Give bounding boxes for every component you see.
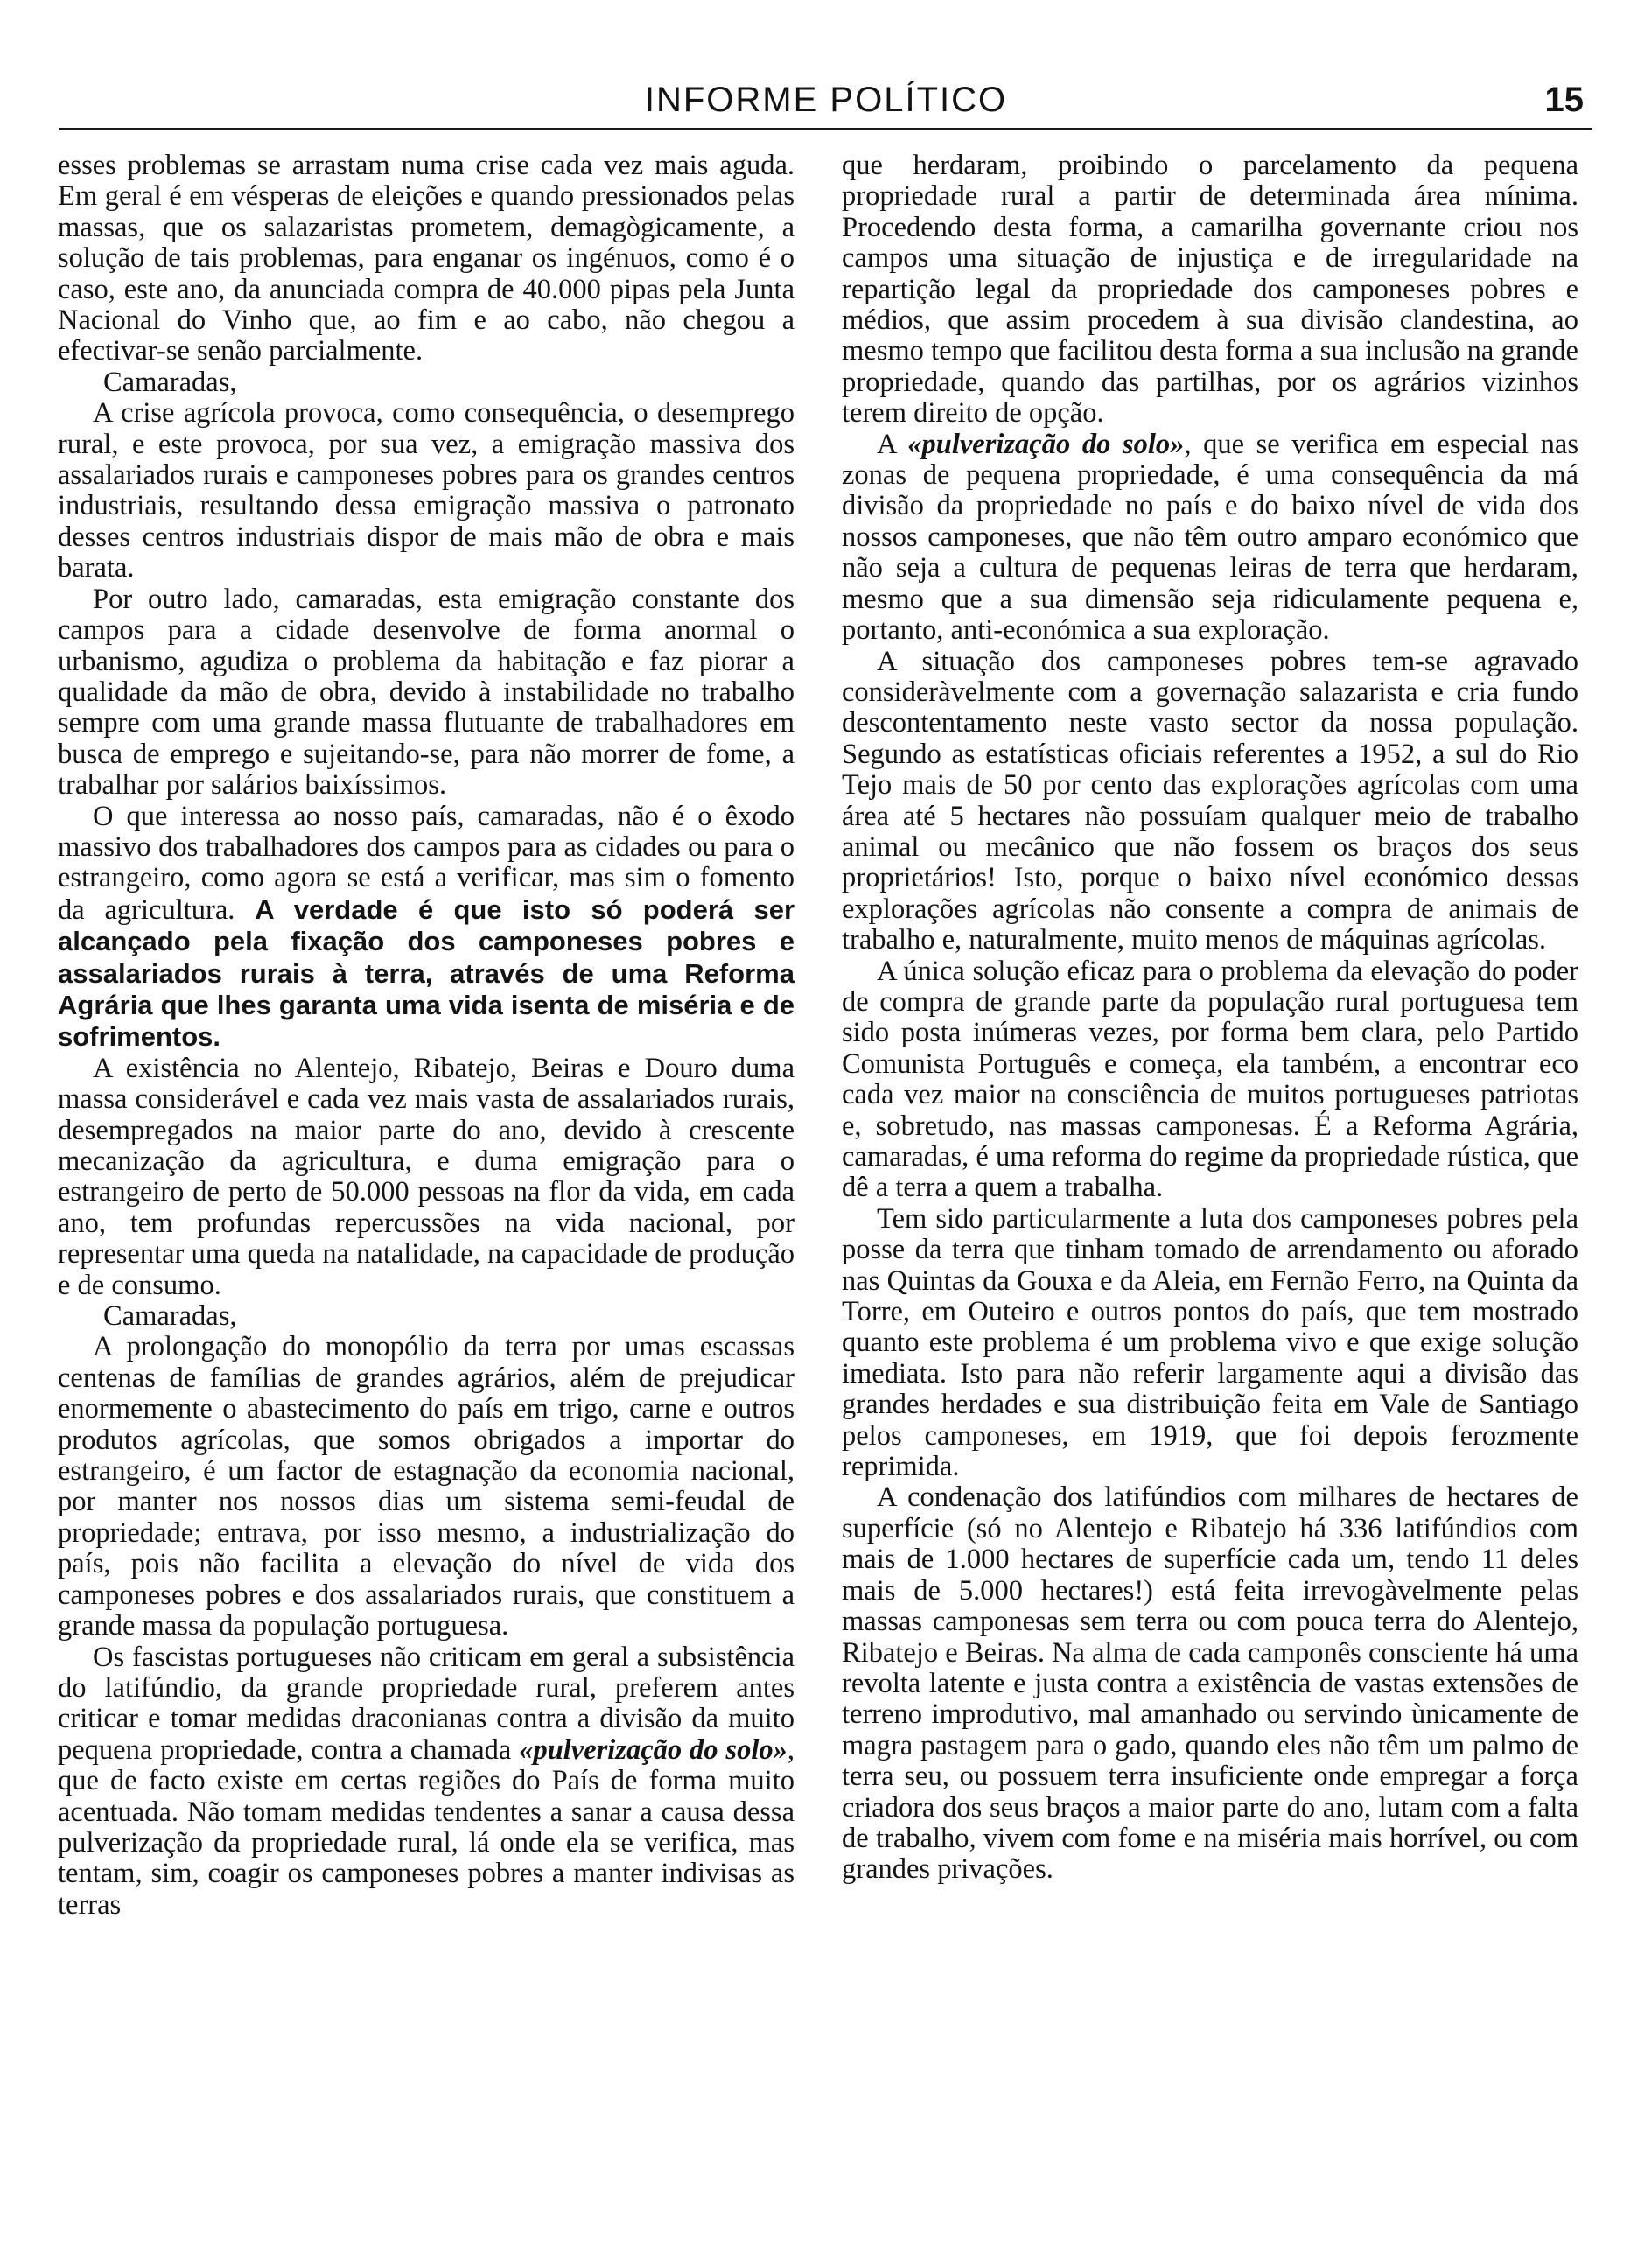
paragraph (58, 1642, 794, 1922)
paragraph: A crise agrícola provoca, como consequência, o desemprego rural, e este provoca, por sua vez, a emigração massiva dos assalariados rurais e camponeses pobres para os grandes centros industriais, resultando dessa emigração massiva o patronato desses centros industriais dispor de mais mão de obra e mais barata. (58, 397, 794, 584)
paragraph-salutation: Camaradas, (103, 1300, 237, 1333)
paragraph: A condenação dos latifúndios com milhares de hectares de superfície (só no Alentejo e Ribatejo há 336 latifúndios com mais de 1.000 hectares de superfície cada um, tendo 11 deles mais de 5.000 hectares!) está feita irrevogàvelmente pelas massas camponesas sem terra ou com pouca terra do Alentejo, Ribatejo e Beiras. Na alma de cada camponês consciente há uma revolta latente e justa contra a existência de vastas extensões de terreno improdutivo, mal amanhado ou servindo ùnicamente de magra pastagem para o gado, quando eles não têm um palmo de terra seu, ou possuem terra insuficiente onde empregar a força criadora dos seus braços a maior parte do ano, lutam com a falta de trabalho, vivem com fome e na miséria mais horrível, ou com grandes privações. (842, 1481, 1578, 1886)
paragraph (842, 430, 1578, 647)
paragraph: A existência no Alentejo, Ribatejo, Beiras e Douro duma massa considerável e cada vez mais vasta de assalariados rurais, desempregados na maior parte do ano, devido à crescente mecanização da agricultura, e duma emigração para o estrangeiro de perto de 50.000 pessoas na flor da vida, em cada ano, tem profundas repercussões na vida nacional, por representar uma queda na natalidade, na capacidade de produção e de consumo. (58, 1052, 794, 1301)
paragraph-text: , que de facto existe em certas regiões do País de forma muito acentuada. Não tomam medidas tendentes a sanar a causa dessa pulverização da propriedade rural, lá onde ela se verifica, mas tentam, sim, coagir os camponeses pobres a manter indivisas as terras (58, 1733, 794, 1921)
paragraph (58, 802, 794, 1054)
paragraph: A única solução eficaz para o problema da elevação do poder de compra de grande parte da população rural portuguesa tem sido posta inúmeras vezes, por forma bem clara, pelo Partido Comunista Português e começa, ela também, a encontrar eco cada vez maior na consciência de muitos portugueses patriotas e, sobretudo, nas massas camponesas. É a Reforma Agrária, camaradas, é uma reforma do regime da propriedade rústica, que dê a terra a quem a trabalha. (842, 955, 1578, 1204)
bold-emphasis: A verdade é que isto só poderá ser alcançado pela fixação dos camponeses pobres e assalariados rurais à terra, através de uma Reforma Agrária que lhes garanta uma vida isenta de miséria e de sofrimentos. (58, 893, 794, 1053)
header-rule (60, 128, 1592, 130)
paragraph: A situação dos camponeses pobres tem-se agravado consideràvelmente com a governação salazarista e cria fundo descontentamento neste vasto sector da nossa população. Segundo as estatísticas oficiais referentes a 1952, a sul do Rio Tejo mais de 50 por cento das explorações agrícolas com uma área até 5 hectares não possuíam qualquer meio de trabalho animal ou mecânico que não fossem os braços dos seus proprietários! Isto, porque o baixo nível económico dessas explorações agrícolas não consente a compra de animais de trabalho e, naturalmente, muito menos de máquinas agrícolas. (842, 645, 1578, 956)
paragraph-text: , que se verifica em especial nas zonas de pequena propriedade, é uma consequência da má divisão da propriedade no país e do baixo nível de vida dos nossos camponeses, que não têm outro amparo económico que não seja a cultura de pequenas leiras de terra que herdaram, mesmo que a sua dimensão seja ridiculamente pequena e, portanto, anti-económica a sua exploração. (842, 428, 1578, 647)
paragraph: Por outro lado, camaradas, esta emigração constante dos campos para a cidade desenvolve de forma anormal o urbanismo, agudiza o problema da habitação e faz piorar a qualidade da mão de obra, devido à instabilidade no trabalho sempre com uma grande massa flutuante de trabalhadores em busca de emprego e sujeitando-se, para não morrer de fome, a trabalhar por salários baixíssimos. (58, 583, 794, 802)
right-column (842, 150, 1578, 2224)
paragraph-text: O que interessa ao nosso país, camaradas, não é o êxodo massivo dos trabalhadores dos campos para as cidades ou para o estrangeiro, como agora se está a verificar, mas sim o fomento da agricultura. (58, 800, 794, 926)
paragraph: Tem sido particularmente a luta dos camponeses pobres pela posse da terra que tinham tomado de arrendamento ou aforado nas Quintas da Gouxa e da Aleia, em Fernão Ferro, na Quinta da Torre, em Outeiro e outros pontos do país, que tem mostrado quanto este problema é um problema vivo e que exige solução imediata. Isto para não referir largamente aqui a divisão das grandes herdades e sua distribuição feita em Vale de Santiago pelos camponeses, em 1919, que foi depois ferozmente reprimida. (842, 1202, 1578, 1483)
paragraph: que herdaram, proibindo o parcelamento da pequena propriedade rural a partir de determinada área mínima. Procedendo desta forma, a camarilha governante criou nos campos uma situação de injustiça e de irregularidade na repartição legal da propriedade dos camponeses pobres e médios, que assim procedem à sua divisão clandestina, ao mesmo tempo que facilitou desta forma a sua inclusão na grande propriedade, quando das partilhas, por os agrários vizinhos terem direito de opção. (842, 150, 1578, 430)
paragraph-text: Os fascistas portugueses não criticam em geral a subsistência do latifúndio, da grande propriedade rural, preferem antes criticar e tomar medidas draconianas contra a divisão da muito pequena propriedade, contra a chamada (58, 1641, 794, 1766)
page-header (60, 80, 1592, 136)
page-number: 15 (1544, 80, 1584, 119)
italic-quote: «pulverização do solo» (907, 428, 1185, 460)
paragraph-text: A (877, 428, 908, 460)
paragraph-salutation: Camaradas, (103, 366, 237, 398)
paragraph: A prolongação do monopólio da terra por umas escassas centenas de famílias de grandes agrários, além de prejudicar enormemente o abastecimento do país em trigo, carne e outros produtos agrícolas, que somos obrigados a importar do estrangeiro, é um factor de estagnação da economia nacional, por manter nos nossos dias um sistema semi-feudal de propriedade; entrava, por isso mesmo, a industrialização do país, pois não facilita a elevação do nível de vida dos camponeses pobres e dos assalariados rurais, que constituem a grande massa da população portuguesa. (58, 1331, 794, 1642)
page-title: INFORME POLÍTICO (644, 80, 1008, 119)
paragraph: esses problemas se arrastam numa crise cada vez mais aguda. Em geral é em vésperas de eleições e quando pressionados pelas massas, que os salazaristas prometem, demagògicamente, a solução de tais problemas, para enganar os ingénuos, como é o caso, este ano, da anunciada compra de 40.000 pipas pela Junta Nacional do Vinho que, ao fim e ao cabo, não chegou a efectivar-se senão parcialmente. (58, 150, 794, 368)
left-column (58, 150, 794, 2224)
italic-quote: «pulverização do solo» (519, 1733, 788, 1766)
